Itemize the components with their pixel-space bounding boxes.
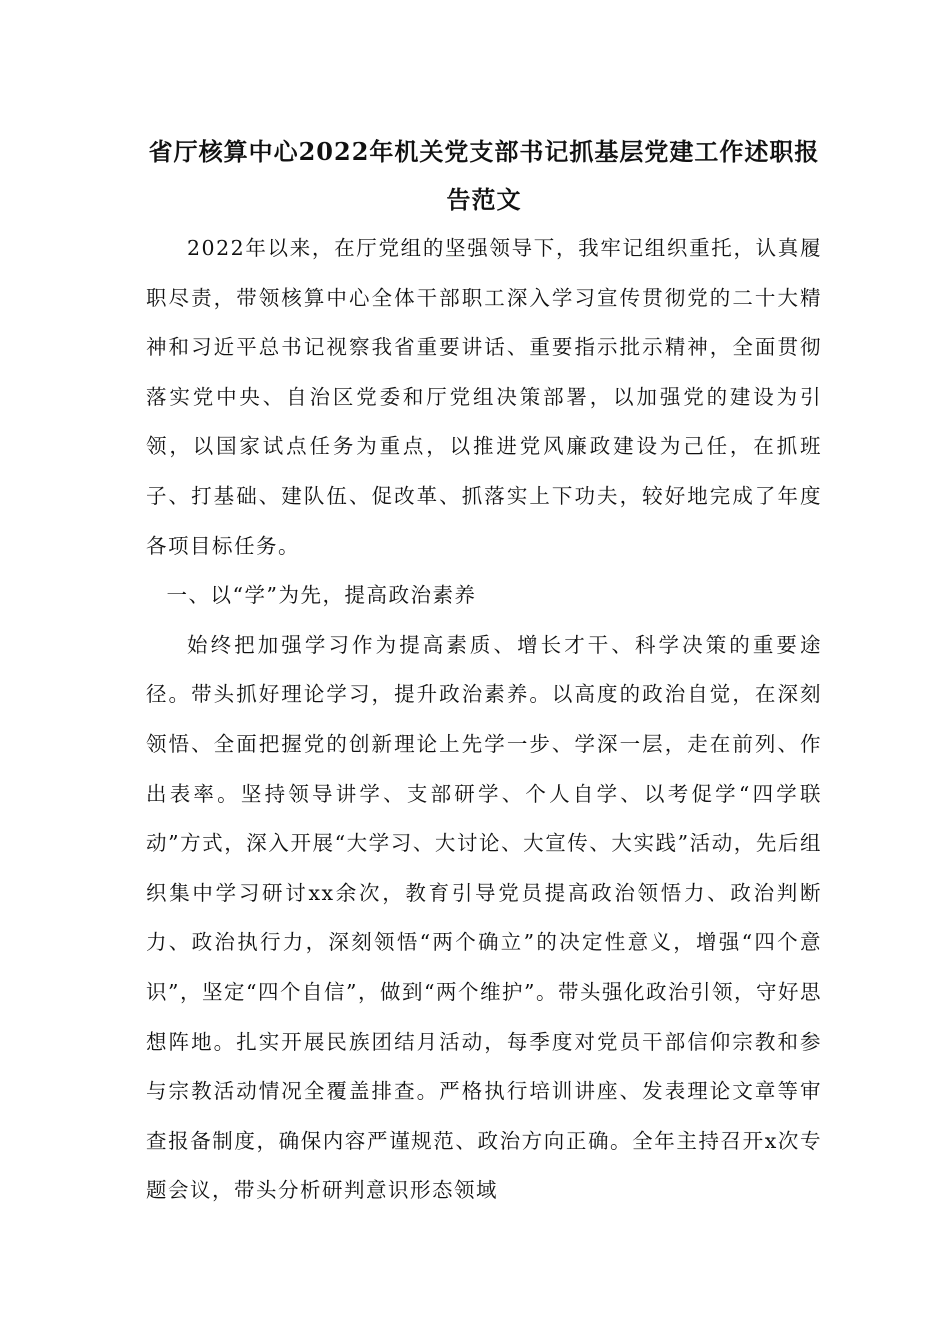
document-title: 省厅核算中心2022年机关党支部书记抓基层党建工作述职报告范文 (148, 137, 820, 214)
intro-paragraph: 2022年以来，在厅党组的坚强领导下，我牢记组织重托，认真履职尽责，带领核算中心全体干部职工深入学习宣传贯彻党的二十大精神和习近平总书记视察我省重要讲话、重要指示批示精神，全面贯彻落实党中央、自治区党委和厅党组决策部署，以加强党的建设为引领，以国家试点任务为重点，以推进党风廉政建设为己任，在抓班子、打基础、建队伍、促改革、抓落实上下功夫，较好地完成了年度各项目标任务。 (146, 236, 822, 558)
section-1-heading: 一、以“学”为先，提高政治素养 (166, 583, 477, 608)
section-1-paragraph: 始终把加强学习作为提高素质、增长才干、科学决策的重要途径。带头抓好理论学习，提升政治素养。以高度的政治自觉，在深刻领悟、全面把握党的创新理论上先学一步、学深一层，走在前列、作出表率。坚持领导讲学、支部研学、个人自学、以考促学“四学联动”方式，深入开展“大学习、大讨论、大宣传、大实践”活动，先后组织集中学习研讨xx余次，教育引导党员提高政治领悟力、政治判断力、政治执行力，深刻领悟“两个确立”的决定性意义，增强“四个意识”，坚定“四个自信”，做到“两个维护”。带头强化政治引领，守好思想阵地。扎实开展民族团结月活动，每季度对党员干部信仰宗教和参与宗教活动情况全覆盖排查。严格执行培训讲座、发表理论文章等审查报备制度，确保内容严谨规范、政治方向正确。全年主持召开x次专题会议，带头分析研判意识形态领域 (146, 632, 822, 1203)
document-page (146, 128, 822, 1216)
